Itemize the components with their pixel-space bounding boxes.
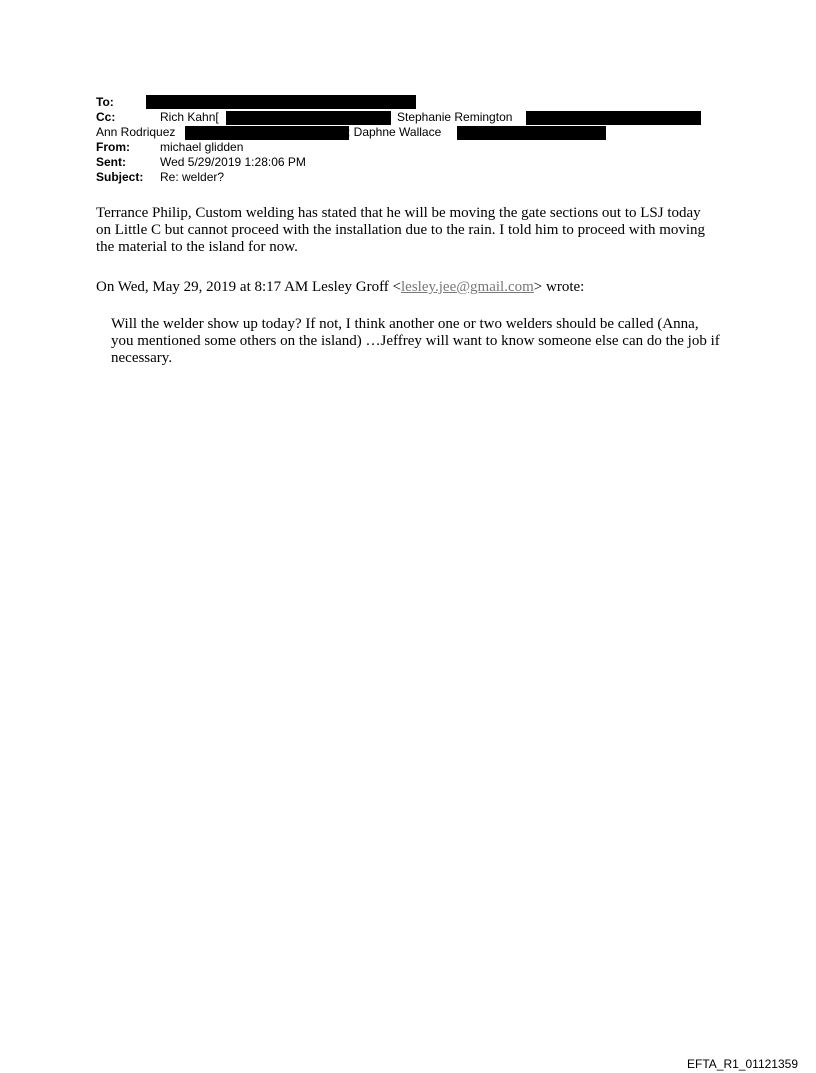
subject-label: Subject:	[96, 170, 144, 184]
email-link[interactable]: lesley.jee@gmail.com	[401, 279, 534, 295]
cc-row-continued	[96, 125, 736, 140]
subject-value: Re: welder?	[160, 170, 225, 184]
redaction-box	[457, 126, 606, 140]
redaction-box	[226, 111, 391, 125]
redaction-box	[146, 95, 416, 109]
cc-row	[96, 110, 736, 125]
redaction-box	[185, 126, 349, 140]
cc-name-1: Rich Kahn[	[160, 110, 219, 124]
sent-label: Sent:	[96, 155, 126, 169]
from-value: michael glidden	[160, 140, 244, 154]
sent-value: Wed 5/29/2019 1:28:06 PM	[160, 155, 306, 169]
redaction-box	[526, 111, 701, 125]
quote-intro	[96, 279, 716, 296]
to-label: To:	[96, 95, 114, 109]
cc-name-3: Ann Rodriquez	[96, 125, 176, 139]
cc-name-4: ; Daphne Wallace	[347, 125, 442, 139]
subject-row	[96, 170, 736, 185]
cc-name-2: Stephanie Remington	[397, 110, 513, 124]
message-body: Terrance Philip, Custom welding has stated that he will be moving the gate sections out to LSJ today on Little C but cannot proceed with the installation due to the rain. I told him to proceed with moving the material to the island for now.	[96, 205, 706, 255]
quote-intro-prefix: On Wed, May 29, 2019 at 8:17 AM Lesley Groff <	[96, 279, 401, 295]
from-label: From:	[96, 140, 130, 154]
cc-label: Cc:	[96, 110, 116, 124]
quoted-message: Will the welder show up today? If not, I think another one or two welders should be called (Anna, you mentioned some others on the island) …Jeffrey will want to know someone else can do the job if necessary.	[111, 316, 720, 366]
document-id: EFTA_R1_01121359	[687, 1057, 798, 1071]
sent-row	[96, 155, 736, 170]
email-header	[96, 95, 736, 185]
quote-intro-suffix: > wrote:	[533, 279, 585, 295]
from-row	[96, 140, 736, 155]
to-row	[96, 95, 736, 110]
